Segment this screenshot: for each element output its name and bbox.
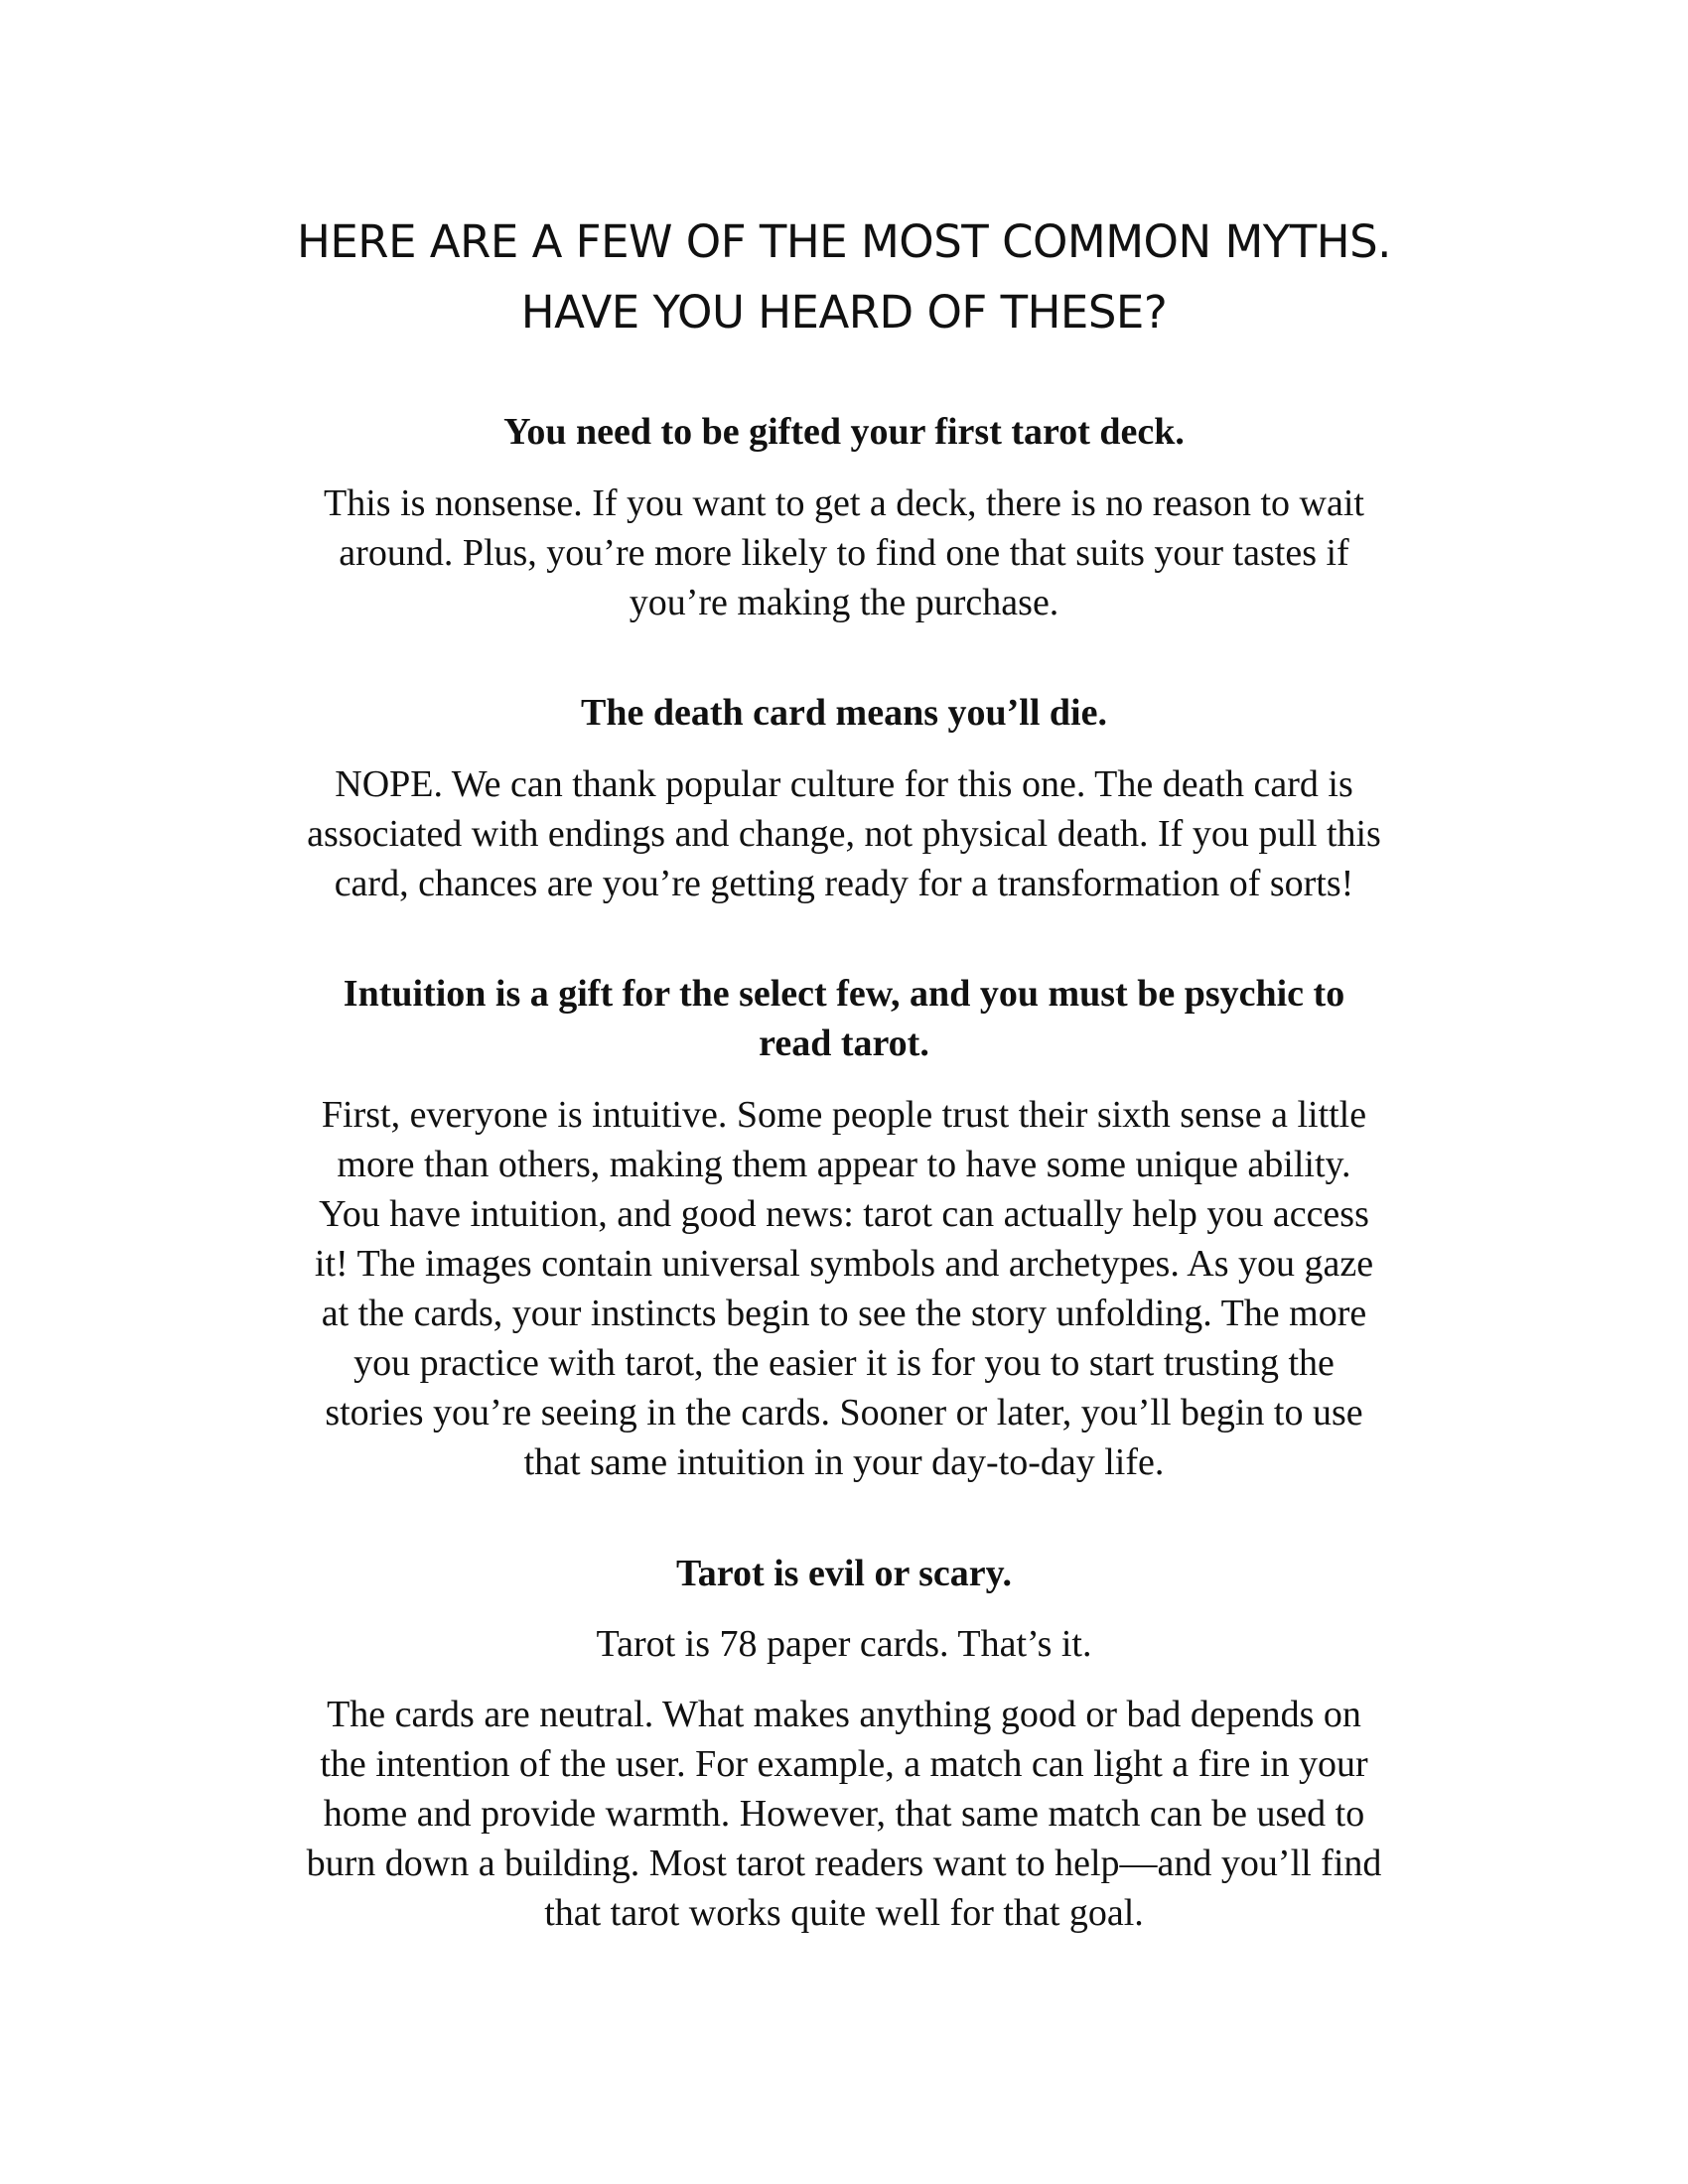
myth-title-line: You need to be gifted your first tarot deck. — [503, 411, 1185, 453]
myth-title — [149, 969, 1539, 1068]
myth-body — [149, 1090, 1539, 1487]
body-line: First, everyone is intuitive. Some people trust their sixth sense a little — [321, 1094, 1367, 1136]
body-line: Tarot is 78 paper cards. That’s it. — [596, 1623, 1092, 1665]
body-line: You have intuition, and good news: tarot can actually help you access — [319, 1193, 1369, 1235]
myth-body-continued — [149, 1690, 1539, 1938]
body-line: burn down a building. Most tarot readers want to help—and you’ll find — [306, 1843, 1382, 1884]
body-line: home and provide warmth. However, that same match can be used to — [323, 1793, 1365, 1835]
myth-title-line: Tarot is evil or scary. — [675, 1553, 1013, 1594]
body-line: around. Plus, you’re more likely to find one that suits your tastes if — [339, 532, 1349, 574]
myth-body — [149, 1619, 1539, 1669]
body-line: associated with endings and change, not physical death. If you pull this — [307, 813, 1381, 855]
heading-line: HERE ARE A FEW OF THE MOST COMMON MYTHS. — [297, 215, 1391, 268]
body-line: that same intuition in your day-to-day life. — [523, 1441, 1165, 1483]
body-line: stories you’re seeing in the cards. Sooner or later, you’ll begin to use — [325, 1392, 1363, 1433]
body-line: the intention of the user. For example, a match can light a fire in your — [320, 1743, 1368, 1785]
myth-title — [149, 1549, 1539, 1598]
body-line: you’re making the purchase. — [629, 582, 1059, 623]
body-line: that tarot works quite well for that goal. — [544, 1892, 1144, 1934]
myth-title-line: The death card means you’ll die. — [581, 692, 1107, 734]
myth-body — [149, 759, 1539, 908]
body-line: card, chances are you’re getting ready for a transformation of sorts! — [334, 863, 1354, 904]
body-line: more than others, making them appear to have some unique ability. — [337, 1144, 1351, 1185]
myth-body — [149, 478, 1539, 627]
myth-title-line: Intuition is a gift for the select few, and you must be psychic to — [343, 973, 1345, 1015]
myth-title — [149, 407, 1539, 457]
heading-line: HAVE YOU HEARD OF THESE? — [520, 286, 1168, 339]
body-line: This is nonsense. If you want to get a deck, there is no reason to wait — [324, 482, 1364, 524]
body-line: NOPE. We can thank popular culture for this one. The death card is — [335, 763, 1353, 805]
page-heading — [199, 206, 1489, 347]
myth-title-line: read tarot. — [759, 1023, 929, 1064]
body-line: The cards are neutral. What makes anything good or bad depends on — [327, 1694, 1361, 1735]
body-line: at the cards, your instincts begin to see the story unfolding. The more — [321, 1293, 1367, 1334]
body-line: you practice with tarot, the easier it is for you to start trusting the — [353, 1342, 1335, 1384]
myth-title — [149, 688, 1539, 738]
body-line: it! The images contain universal symbols and archetypes. As you gaze — [314, 1243, 1374, 1285]
